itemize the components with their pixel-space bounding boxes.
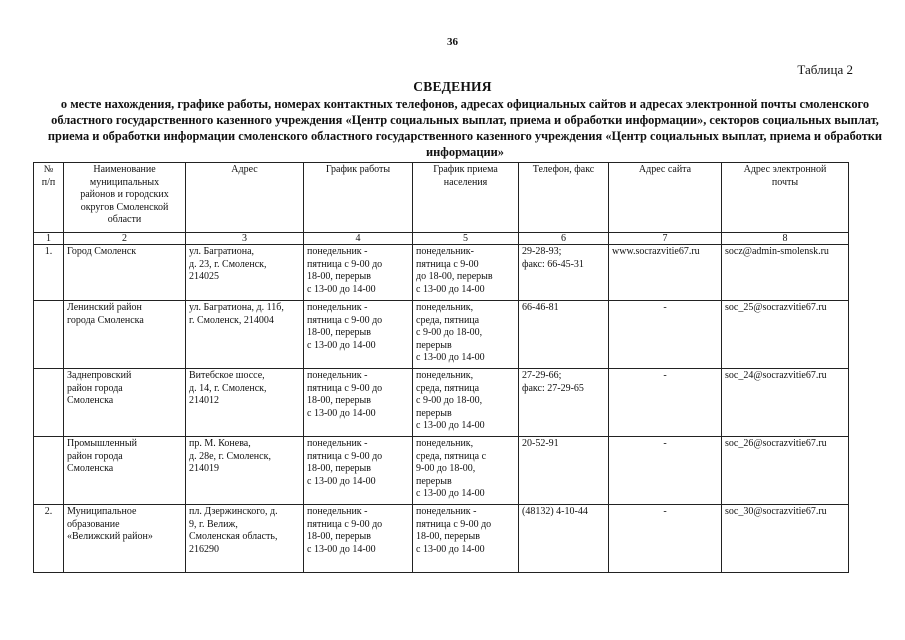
address-cell: Витебское шоссе, д. 14, г. Смоленск, 214012 xyxy=(186,369,304,437)
site-link[interactable]: www.socrazvitie67.ru xyxy=(609,245,722,301)
row-number: 2. xyxy=(34,505,64,573)
phone-cell: 27-29-66; факс: 27-29-65 xyxy=(519,369,609,437)
schedule-cell: понедельник - пятница с 9-00 до 18-00, перерыв с 13-00 до 14-00 xyxy=(304,245,413,301)
col-header-name: Наименование муниципальных районов и городских округов Смоленской области xyxy=(64,163,186,233)
district-name: Муниципальное образование «Велижский район» xyxy=(64,505,186,573)
col-number: 2 xyxy=(64,233,186,245)
email-link[interactable]: soc_26@socrazvitie67.ru xyxy=(722,437,849,505)
site-cell: - xyxy=(609,437,722,505)
phone-cell: 29-28-93; факс: 66-45-31 xyxy=(519,245,609,301)
col-header-num: № п/п xyxy=(34,163,64,233)
address-cell: пл. Дзержинского, д. 9, г. Велиж, Смоленская область, 216290 xyxy=(186,505,304,573)
col-header-email: Адрес электронной почты xyxy=(722,163,849,233)
document-title: СВЕДЕНИЯ xyxy=(413,79,492,94)
reception-cell: понедельник- пятница с 9-00 до 18-00, перерыв с 13-00 до 14-00 xyxy=(413,245,519,301)
email-link[interactable]: socz@admin-smolensk.ru xyxy=(722,245,849,301)
schedule-cell: понедельник - пятница с 9-00 до 18-00, перерыв с 13-00 до 14-00 xyxy=(304,301,413,369)
district-name: Город Смоленск xyxy=(64,245,186,301)
site-cell: - xyxy=(609,505,722,573)
header-row xyxy=(34,163,849,233)
phone-cell: 20-52-91 xyxy=(519,437,609,505)
col-number: 5 xyxy=(413,233,519,245)
district-name: Заднепровский район города Смоленска xyxy=(64,369,186,437)
col-number: 6 xyxy=(519,233,609,245)
table-label: Таблица 2 xyxy=(797,62,853,77)
col-number: 3 xyxy=(186,233,304,245)
schedule-cell: понедельник - пятница с 9-00 до 18-00, перерыв с 13-00 до 14-00 xyxy=(304,369,413,437)
address-cell: ул. Багратиона, д. 11б, г. Смоленск, 214004 xyxy=(186,301,304,369)
col-header-address: Адрес xyxy=(186,163,304,233)
page-number: 36 xyxy=(447,36,458,48)
district-name: Ленинский район города Смоленска xyxy=(64,301,186,369)
row-number: 1. xyxy=(34,245,64,301)
reception-cell: понедельник, среда, пятница с 9-00 до 18-00, перерыв с 13-00 до 14-00 xyxy=(413,437,519,505)
email-link[interactable]: soc_30@socrazvitie67.ru xyxy=(722,505,849,573)
col-number: 7 xyxy=(609,233,722,245)
schedule-cell: понедельник - пятница с 9-00 до 18-00, перерыв с 13-00 до 14-00 xyxy=(304,437,413,505)
row-number xyxy=(34,301,64,369)
col-number: 1 xyxy=(34,233,64,245)
row-number xyxy=(34,437,64,505)
document-subtitle: о месте нахождения, графике работы, номерах контактных телефонов, адресах официальных сайтов и адресах электронной почты смоленского областного государственного казенного учреждения «Центр социальных выплат, приема и обработки информации», секторов социальных выплат, приема и обработки информации смоленского областного государственного казенного учреждения «Центр социальных выплат, приема и обработки информации» xyxy=(47,97,883,159)
reception-cell: понедельник, среда, пятница с 9-00 до 18-00, перерыв с 13-00 до 14-00 xyxy=(413,301,519,369)
col-number: 8 xyxy=(722,233,849,245)
email-link[interactable]: soc_25@socrazvitie67.ru xyxy=(722,301,849,369)
site-cell: - xyxy=(609,369,722,437)
table-row xyxy=(34,437,849,505)
row-number xyxy=(34,369,64,437)
col-header-site: Адрес сайта xyxy=(609,163,722,233)
district-name: Промышленный район города Смоленска xyxy=(64,437,186,505)
col-number: 4 xyxy=(304,233,413,245)
address-cell: ул. Багратиона, д. 23, г. Смоленск, 214025 xyxy=(186,245,304,301)
email-link[interactable]: soc_24@socrazvitie67.ru xyxy=(722,369,849,437)
table-row xyxy=(34,245,849,301)
table-row xyxy=(34,301,849,369)
phone-cell: 66-46-81 xyxy=(519,301,609,369)
address-cell: пр. М. Конева, д. 28е, г. Смоленск, 214019 xyxy=(186,437,304,505)
reception-cell: понедельник, среда, пятница с 9-00 до 18-00, перерыв с 13-00 до 14-00 xyxy=(413,369,519,437)
col-header-reception: График приема населения xyxy=(413,163,519,233)
site-cell: - xyxy=(609,301,722,369)
info-table xyxy=(33,162,849,573)
reception-cell: понедельник - пятница с 9-00 до 18-00, перерыв с 13-00 до 14-00 xyxy=(413,505,519,573)
col-header-phone: Телефон, факс xyxy=(519,163,609,233)
col-header-schedule: График работы xyxy=(304,163,413,233)
column-number-row xyxy=(34,233,849,245)
table-row xyxy=(34,505,849,573)
table-row xyxy=(34,369,849,437)
schedule-cell: понедельник - пятница с 9-00 до 18-00, перерыв с 13-00 до 14-00 xyxy=(304,505,413,573)
phone-cell: (48132) 4-10-44 xyxy=(519,505,609,573)
